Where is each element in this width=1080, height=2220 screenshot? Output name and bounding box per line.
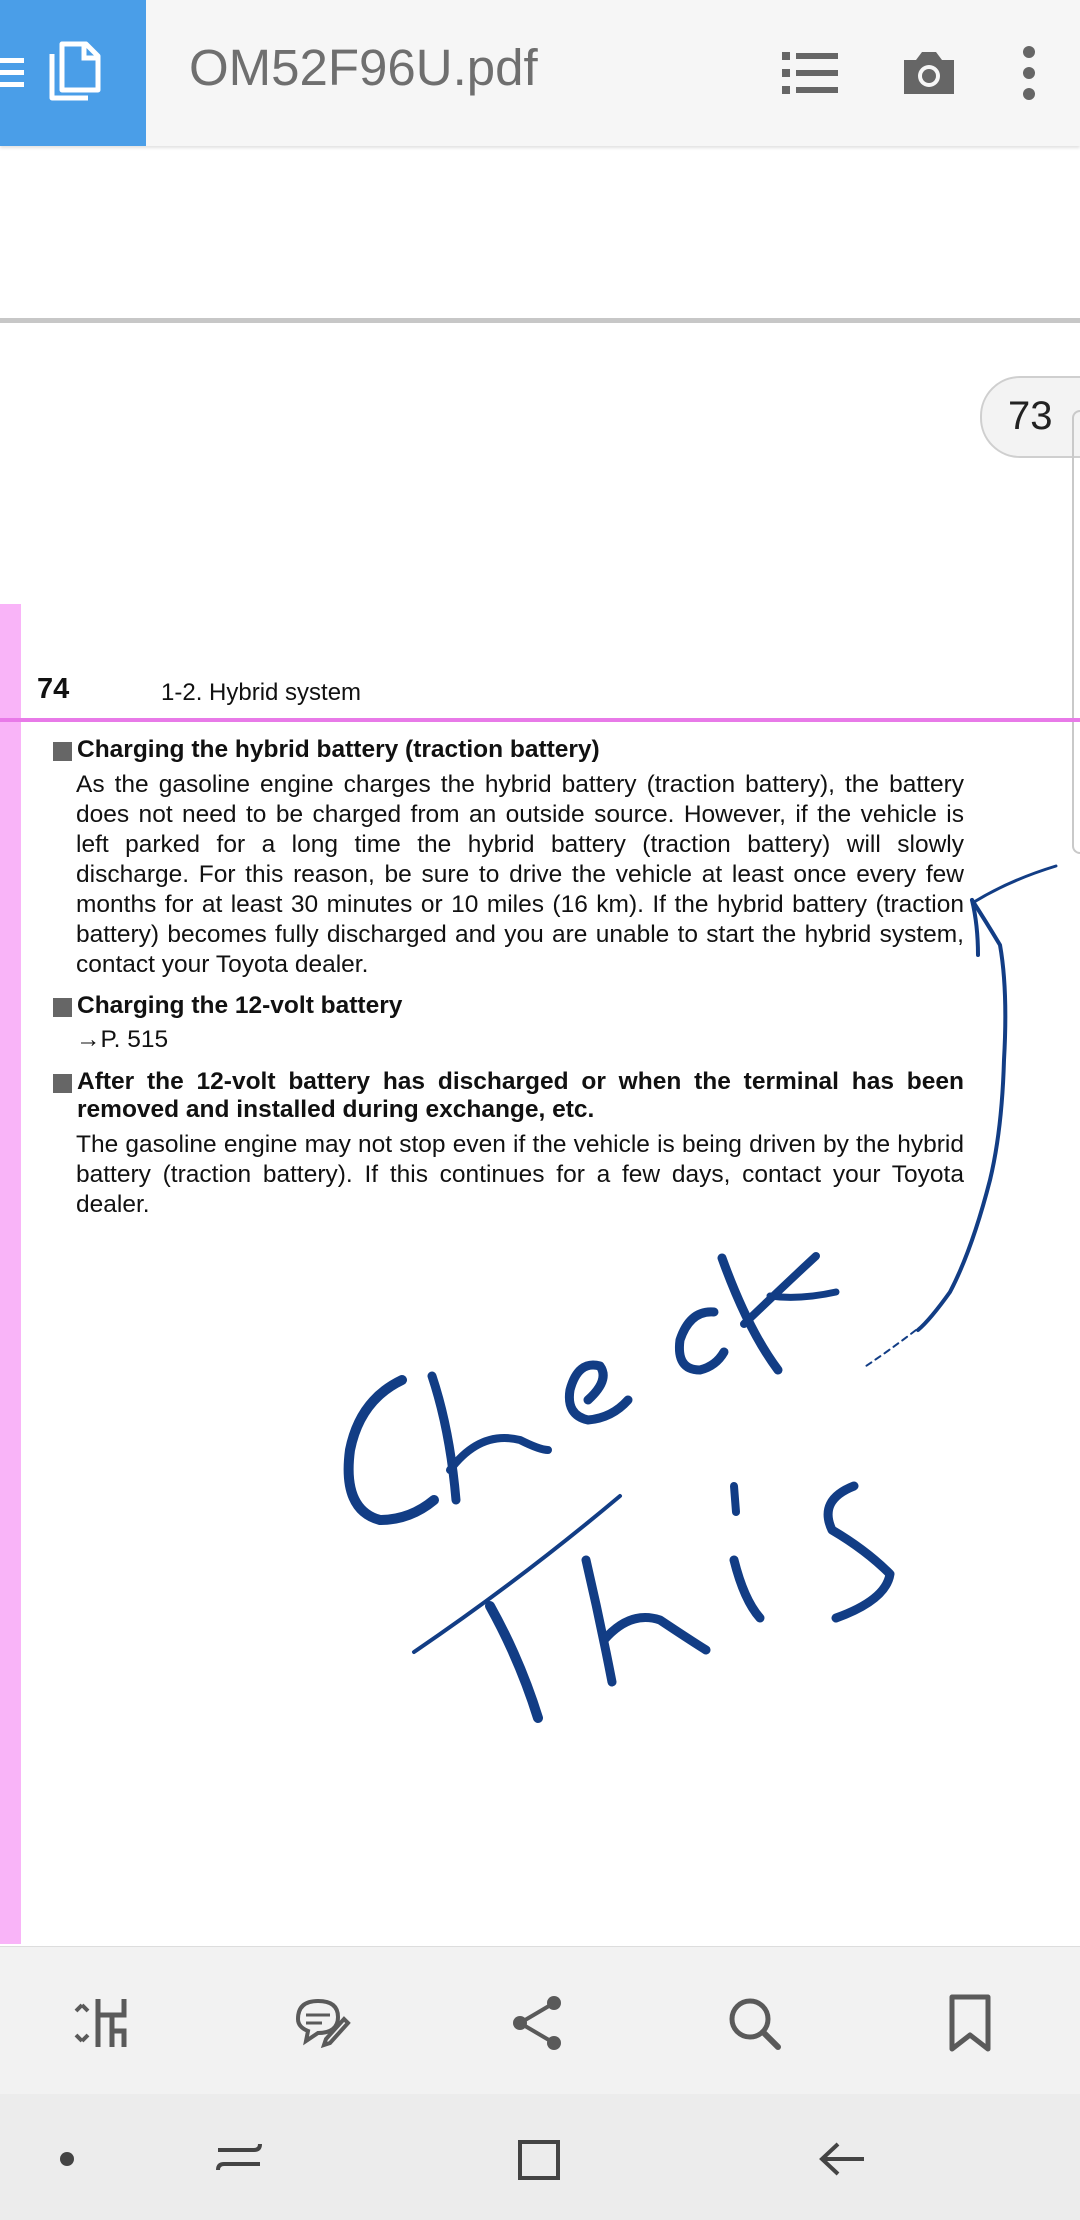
menu-icon[interactable] <box>0 56 24 90</box>
heading-text: Charging the 12-volt battery <box>77 992 403 1019</box>
heading-square-icon <box>53 998 72 1017</box>
heading-square-icon <box>53 1074 72 1093</box>
app-bar <box>0 0 1080 146</box>
header-rule <box>0 718 1080 722</box>
page-content <box>52 736 964 1232</box>
share-icon[interactable] <box>506 1991 570 2055</box>
reflow-icon[interactable] <box>72 1991 136 2055</box>
heading-charging-hybrid <box>52 736 964 764</box>
outline-list-icon[interactable] <box>778 40 844 106</box>
search-icon[interactable] <box>722 1991 786 2055</box>
recents-icon[interactable] <box>204 2124 274 2194</box>
page-73-bottom <box>0 146 1080 318</box>
document-title: OM52F96U.pdf <box>189 39 538 96</box>
heading-after-discharge <box>52 1068 964 1124</box>
page-margin-bar <box>0 604 21 1944</box>
back-icon[interactable] <box>808 2124 878 2194</box>
previous-page-tag[interactable] <box>980 376 1080 458</box>
paragraph: The gasoline engine may not stop even if the vehicle is being driven by the hybrid battery (traction battery). If this continues for a few days, contact your Toyota dealer. <box>76 1131 964 1218</box>
heading-square-icon <box>53 742 72 761</box>
section-header: 1-2. Hybrid system <box>161 679 362 706</box>
page-reference-link[interactable]: →P. 515 <box>76 1026 169 1053</box>
page-number: 74 <box>37 673 70 705</box>
camera-icon[interactable] <box>896 40 962 106</box>
paragraph: As the gasoline engine charges the hybrid battery (traction battery), the battery does not need to be charged from an outside source. However, if the vehicle is left parked for a long time the hybrid battery (traction battery) will slowly discharge. For this reason, be sure to drive the vehicle at least once every few months for at least 30 minutes or 10 miles (16 km). If the hybrid battery (traction battery) becomes fully discharged and you are unable to start the hybrid system, contact your Toyota dealer. <box>76 771 964 978</box>
home-dot-icon[interactable] <box>32 2124 102 2194</box>
heading-text: Charging the hybrid battery (traction battery) <box>77 736 600 763</box>
heading-charging-12v <box>52 992 964 1020</box>
scroll-edge[interactable] <box>1072 410 1080 854</box>
document-icon <box>48 40 102 102</box>
more-vert-icon[interactable] <box>996 40 1062 106</box>
page-divider <box>0 318 1080 323</box>
heading-text: After the 12-volt battery has discharged or when the terminal has been removed and installed during exchange, etc. <box>77 1068 964 1123</box>
comment-icon[interactable] <box>290 1991 354 2055</box>
document-button[interactable] <box>0 0 146 146</box>
overview-icon[interactable] <box>504 2124 574 2194</box>
bookmark-icon[interactable] <box>938 1991 1002 2055</box>
system-nav-bar <box>0 2094 1080 2220</box>
previous-page-number: 73 <box>1008 394 1053 438</box>
bottom-toolbar <box>0 1946 1080 2095</box>
